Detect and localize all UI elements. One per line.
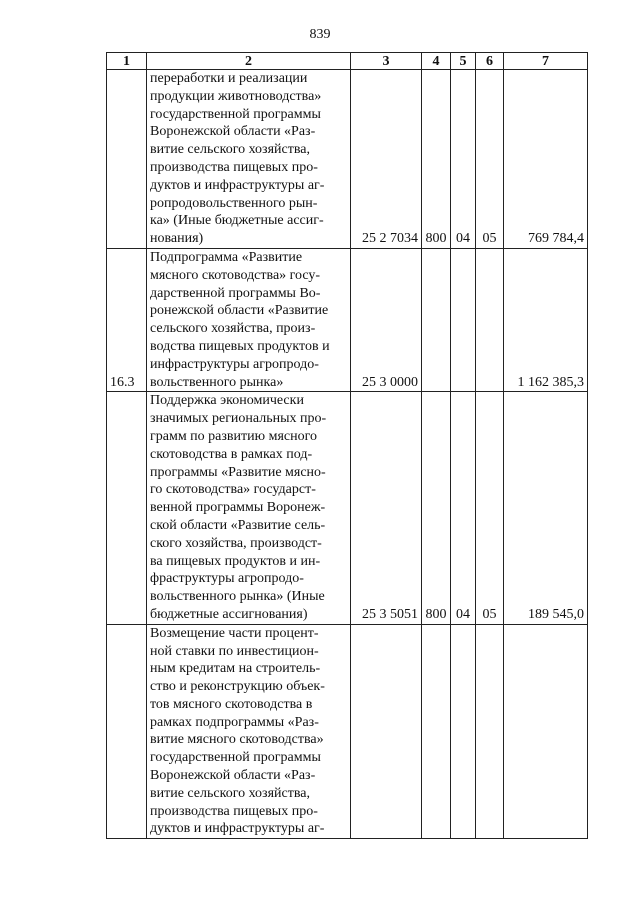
row-description: Возмещение части процент- ной ставки по инвестицион- ным кредитам на строитель- ство и реконструкцию объек- тов мясного скотоводства в рамках подпрограммы «Раз- витие мясного скотоводства» государственной программы Воронежской области «Раз- витие сельского хозяйства, производства пищевых про- дуктов и инфраструктуры аг-: [147, 624, 351, 839]
row-col-6: [476, 624, 504, 839]
row-description: переработки и реализации продукции животноводства» государственной программы Воронежской области «Раз- витие сельского хозяйства, производства пищевых про- дуктов и инфраструктуры аг- ропродовольственного рын- ка» (Иные бюджетные ассиг- нования): [147, 70, 351, 249]
row-col-4: [422, 624, 451, 839]
row-col-4: 800: [422, 392, 451, 624]
row-col-5: 04: [451, 392, 476, 624]
header-col-7: 7: [504, 53, 588, 70]
header-col-3: 3: [351, 53, 422, 70]
row-col-6: 05: [476, 392, 504, 624]
table-row: [107, 248, 588, 391]
page-number: 839: [309, 27, 331, 42]
header-col-2: 2: [147, 53, 351, 70]
row-code: [351, 624, 422, 839]
header-col-4: 4: [422, 53, 451, 70]
row-col-4: 800: [422, 70, 451, 249]
row-amount: 1 162 385,3: [504, 248, 588, 391]
row-number: 16.3: [107, 248, 147, 391]
row-code: 25 3 0000: [351, 248, 422, 391]
row-description: Подпрограмма «Развитие мясного скотоводства» госу- дарственной программы Во- ронежской области «Развитие сельского хозяйства, произ- водства пищевых продуктов и инфраструктуры агропродо- вольственного рынка»: [147, 248, 351, 391]
row-col-6: 05: [476, 70, 504, 249]
row-description: Поддержка экономически значимых региональных про- грамм по развитию мясного скотоводства в рамках под- программы «Развитие мясно- го скотоводства» государст- венной программы Воронеж- ской области «Развитие сель- ского хозяйства, производст- ва пищевых продуктов и ин- фраструктуры агропродо- вольственного рынка» (Иные бюджетные ассигнования): [147, 392, 351, 624]
row-col-6: [476, 248, 504, 391]
budget-table: [106, 52, 588, 839]
row-amount: 189 545,0: [504, 392, 588, 624]
header-col-6: 6: [476, 53, 504, 70]
header-col-5: 5: [451, 53, 476, 70]
row-number: [107, 624, 147, 839]
header-col-1: 1: [107, 53, 147, 70]
row-col-4: [422, 248, 451, 391]
row-col-5: [451, 624, 476, 839]
row-number: [107, 70, 147, 249]
row-col-5: 04: [451, 70, 476, 249]
row-amount: [504, 624, 588, 839]
table-row: [107, 624, 588, 839]
row-code: 25 3 5051: [351, 392, 422, 624]
row-col-5: [451, 248, 476, 391]
table-row: [107, 392, 588, 624]
table-row: [107, 70, 588, 249]
row-amount: 769 784,4: [504, 70, 588, 249]
row-code: 25 2 7034: [351, 70, 422, 249]
table-header-row: [107, 53, 588, 70]
row-number: [107, 392, 147, 624]
